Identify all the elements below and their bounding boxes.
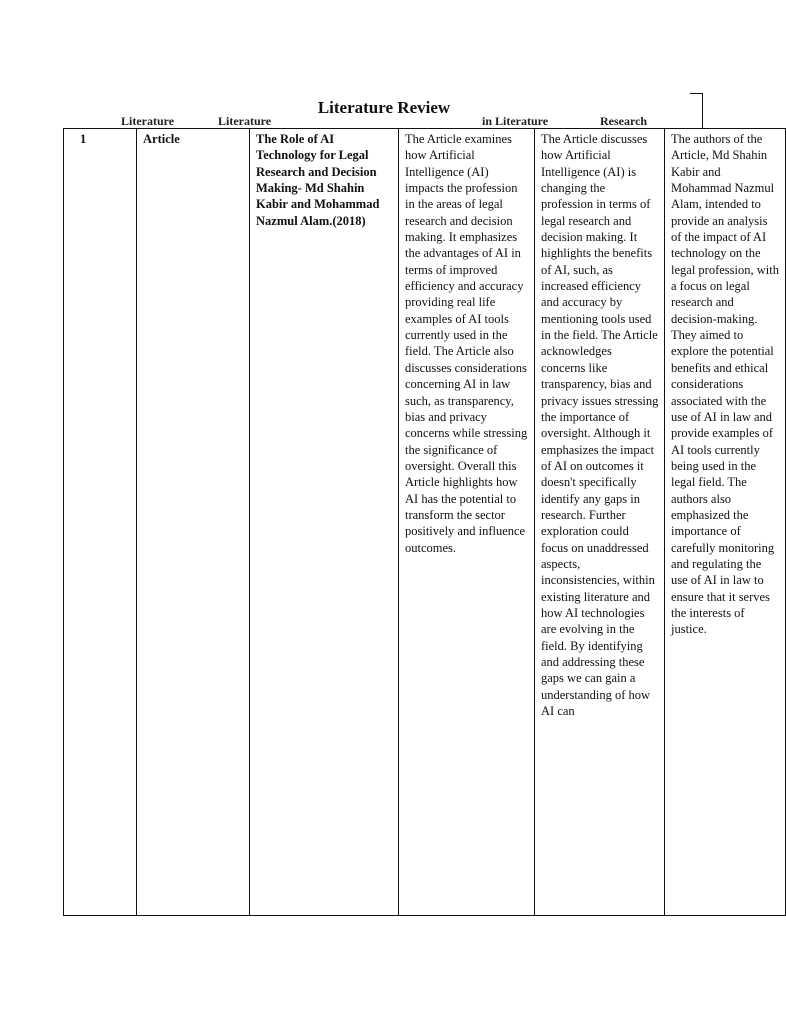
source-type-cell [137, 129, 250, 916]
title-authors: The Role of AI Technology for Legal Research and Decision Making- Md Shahin Kabir and Mohammad Nazmul Alam.(2018) [256, 132, 380, 228]
intent-cell [665, 129, 786, 916]
source-type: Article [143, 132, 180, 146]
cut-column-header: in Literature [482, 114, 549, 128]
table-row [64, 129, 786, 916]
title-authors-cell [250, 129, 399, 916]
row-number: 1 [80, 132, 87, 146]
summary-text: The Article examines how Artificial Intelligence (AI) impacts the profession in the areas of legal research and decision making. It emphasizes the advantages of AI in terms of improved efficiency and accuracy providing real life examples of AI tools currently used in the field. The Article also discusses considerations concerning AI in law such, as transparency, bias and privacy concerns while stressing the significance of oversight. Overall this Article highlights how AI has the potential to transform the sector positively and influence outcomes. [405, 132, 528, 555]
gaps-cell [535, 129, 665, 916]
page-title: Literature Review [317, 98, 451, 117]
cut-column-header: Literature [121, 114, 175, 128]
cut-column-header: Research [600, 114, 648, 128]
row-number-cell [64, 129, 137, 916]
summary-cell [399, 129, 535, 916]
intent-text: The authors of the Article, Md Shahin Kabir and Mohammad Nazmul Alam, intended to provide an analysis of the impact of AI technology on the legal profession, with a focus on legal research and decision-making. They aimed to explore the potential benefits and ethical considerations associated with the use of AI in law and provide examples of AI tools currently being used in the legal field. The authors also emphasized the importance of carefully monitoring and regulating the use of AI in law to ensure that it serves the interests of justice. [671, 132, 779, 637]
page-corner-rule-vertical [702, 93, 703, 129]
cut-column-header: Literature [218, 114, 272, 128]
gaps-text: The Article discusses how Artificial Intelligence (AI) is changing the profession in terms of legal research and decision making. It highlights the benefits of AI, such, as increased efficiency and accuracy by mentioning tools used in the field. The Article acknowledges concerns like transparency, bias and privacy issues stressing the importance of oversight. Although it emphasizes the impact of AI on outcomes it doesn't specifically identify any gaps in research. Further exploration could focus on unaddressed aspects, inconsistencies, within existing literature and how AI technologies are evolving in the field. By identifying and addressing these gaps we can gain a understanding of how AI can [541, 132, 659, 719]
literature-review-table [63, 128, 786, 916]
